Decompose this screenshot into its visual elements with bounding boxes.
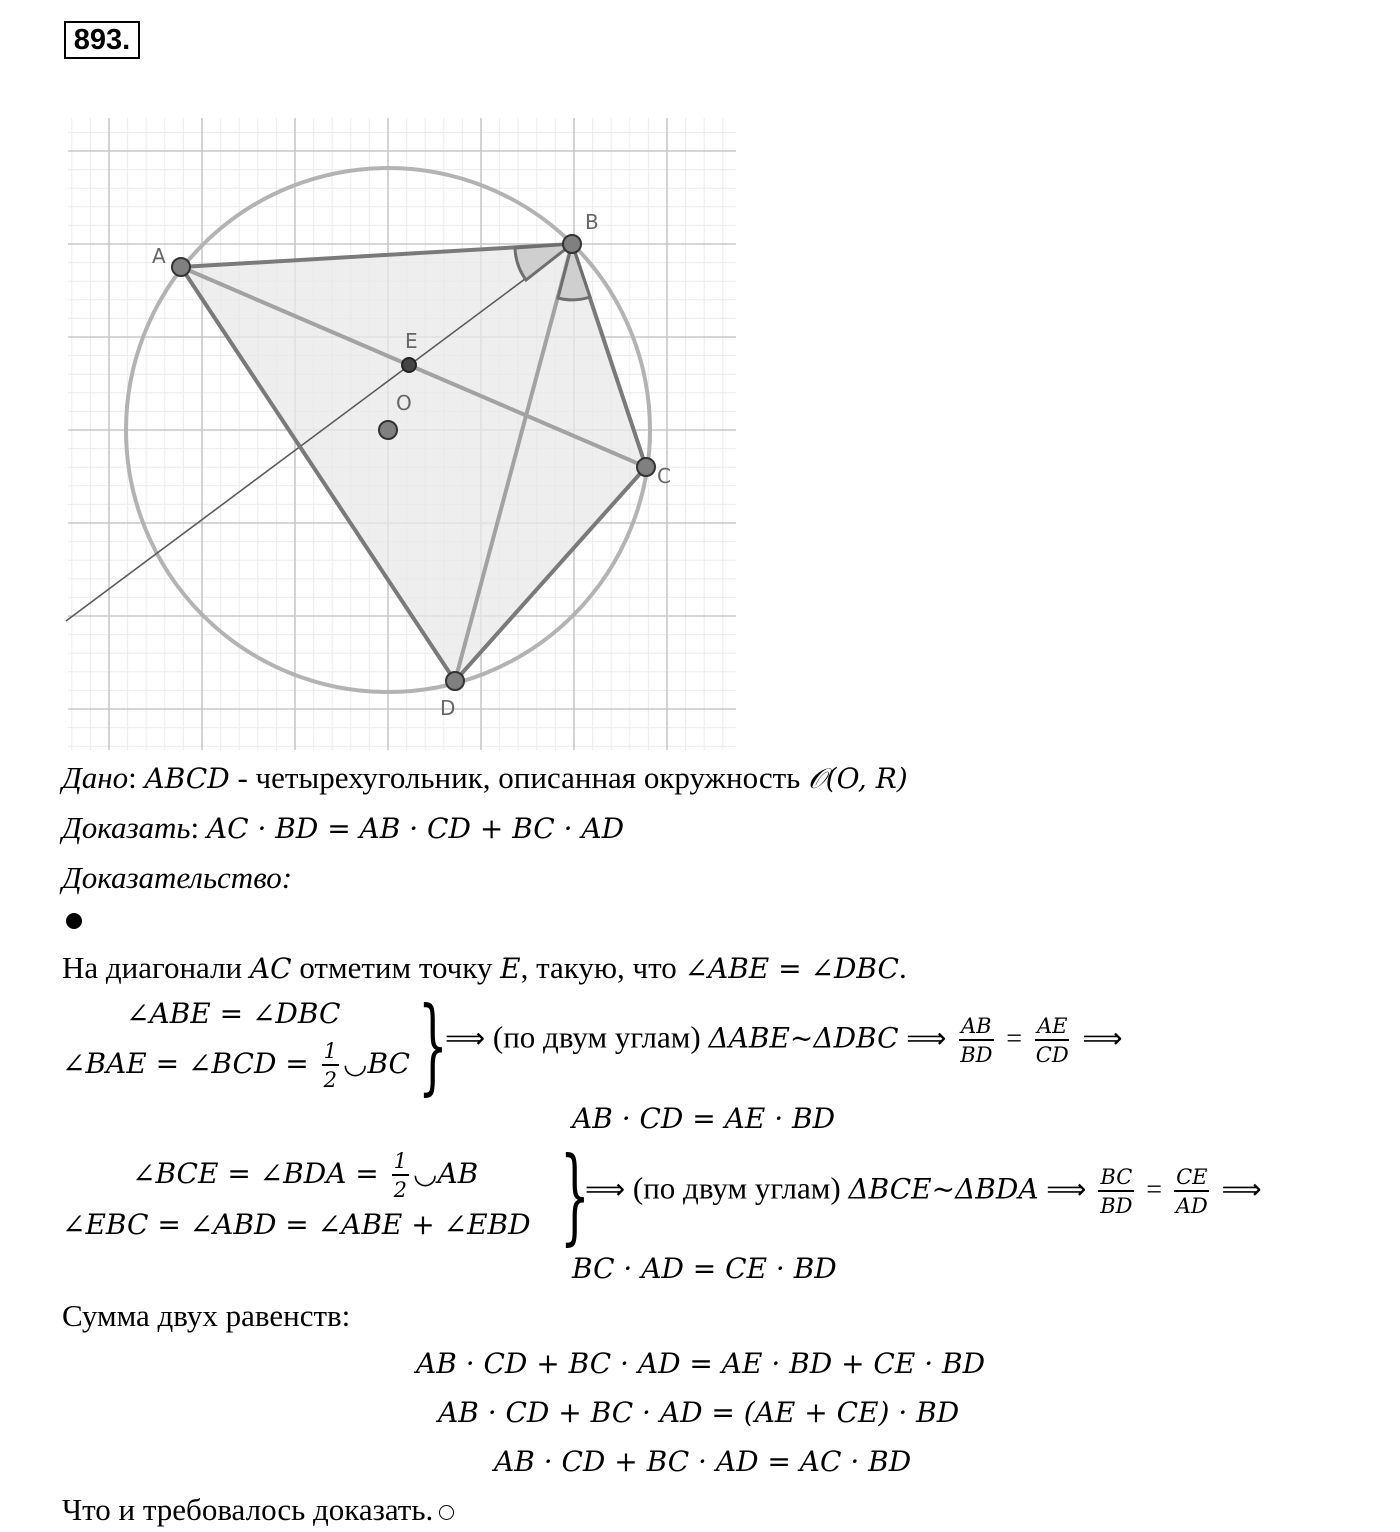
system1-frac-2 xyxy=(1034,1015,1071,1066)
system1-conclusion xyxy=(445,1015,1123,1066)
system2-line1 xyxy=(132,1150,478,1201)
sum-label: Сумма двух равенств: xyxy=(62,1298,351,1333)
prove-line xyxy=(62,810,624,846)
system2-half xyxy=(392,1150,409,1201)
given-label: Дано xyxy=(62,760,129,795)
system2-similar: ΔBCE~ΔBDA xyxy=(848,1172,1039,1206)
system2-frac-2-den: AD xyxy=(1175,1194,1208,1218)
system2-frac-1 xyxy=(1098,1166,1134,1217)
system1-line1: ∠ABE = ∠DBC xyxy=(126,997,341,1030)
system1-frac-2-num: AE xyxy=(1035,1015,1070,1041)
system1-implies-3: ⟹ xyxy=(1082,1023,1123,1055)
given-quad: ABCD xyxy=(144,762,230,795)
system2-reason: (по двум углам) xyxy=(632,1170,841,1206)
system1-arc: ◡BC xyxy=(343,1047,410,1080)
prove-formula: AC · BD = AB · CD + BC · AD xyxy=(206,812,625,845)
proof-label: Доказательство: xyxy=(62,860,293,895)
problem-number: 893. xyxy=(64,21,140,59)
conclusion xyxy=(62,1492,454,1528)
system2-implies-2: ⟹ xyxy=(1046,1174,1087,1206)
step1-e: E xyxy=(500,952,521,985)
system2-frac-1-num: BC xyxy=(1098,1166,1134,1192)
given-colon: : xyxy=(128,760,137,795)
point-e xyxy=(402,358,416,372)
given-circle: 𝒪(O, R) xyxy=(808,762,908,795)
system2-line2: ∠EBC = ∠ABD = ∠ABE + ∠EBD xyxy=(62,1208,531,1241)
system2-brace: } xyxy=(560,1134,590,1256)
system1-result: AB · CD = AE · BD xyxy=(572,1102,836,1135)
system1-frac-1-num: AB xyxy=(959,1015,994,1041)
prove-colon: : xyxy=(190,810,200,845)
system1-reason: (по двум углам) xyxy=(492,1019,701,1055)
geometry-figure xyxy=(0,0,1400,760)
step1-text-4: . xyxy=(898,950,907,985)
label-b: B xyxy=(585,210,599,234)
system2-frac-1-den: BD xyxy=(1100,1194,1133,1218)
prove-label: Доказать xyxy=(62,810,191,845)
system2-conclusion xyxy=(585,1166,1262,1217)
point-b xyxy=(563,235,581,253)
sum-line-3: AB · CD + BC · AD = AC · BD xyxy=(494,1445,912,1478)
system1-half xyxy=(322,1040,339,1091)
system2-half-den: 2 xyxy=(393,1178,408,1202)
system1-similar: ΔABE~ΔDBC xyxy=(708,1021,899,1055)
system1-frac-2-den: CD xyxy=(1035,1043,1069,1067)
system1-line2 xyxy=(62,1040,410,1091)
system1-implies: ⟹ xyxy=(445,1023,486,1055)
system1-half-den: 2 xyxy=(323,1068,338,1092)
system2-half-num: 1 xyxy=(392,1150,409,1176)
system1-half-num: 1 xyxy=(322,1040,339,1066)
system2-implies-3: ⟹ xyxy=(1221,1174,1262,1206)
step1-line xyxy=(62,950,907,986)
given-text: - четырехугольник, описанная окружность xyxy=(229,760,809,795)
label-d: D xyxy=(440,696,456,720)
point-c xyxy=(637,458,655,476)
step1-ac: AC xyxy=(249,952,292,985)
given-line xyxy=(62,760,908,796)
sum-line-1: AB · CD + BC · AD = AE · BD + CE · BD xyxy=(416,1347,986,1380)
system2-implies: ⟹ xyxy=(585,1174,626,1206)
end-of-proof-icon xyxy=(439,1505,454,1520)
conclusion-text: Что и требовалось доказать. xyxy=(62,1492,434,1527)
system2-frac-2 xyxy=(1174,1166,1210,1217)
step1-angles: ∠ABE = ∠DBC xyxy=(684,952,899,985)
system1-equals: = xyxy=(1006,1023,1023,1055)
system1-frac-1 xyxy=(958,1015,994,1066)
system2-frac-2-num: CE xyxy=(1174,1166,1209,1192)
system1-implies-2: ⟹ xyxy=(906,1023,947,1055)
system1-line2-left: ∠BAE = ∠BCD = xyxy=(62,1047,318,1080)
sum-line-2: AB · CD + BC · AD = (AE + CE) · BD xyxy=(438,1396,960,1429)
system1-brace: } xyxy=(418,984,448,1106)
step1-text-2: отметим точку xyxy=(291,950,501,985)
system2-arc: ◡AB xyxy=(413,1157,479,1190)
label-c: C xyxy=(657,464,671,488)
system2-result: BC · AD = CE · BD xyxy=(572,1252,837,1285)
label-a: A xyxy=(152,244,166,268)
system2-line1-left: ∠BCE = ∠BDA = xyxy=(132,1157,388,1190)
point-d xyxy=(446,672,464,690)
point-a xyxy=(172,258,190,276)
step1-text-3: , такую, что xyxy=(520,950,685,985)
system1-frac-1-den: BD xyxy=(960,1043,993,1067)
system2-equals: = xyxy=(1146,1174,1163,1206)
bullet xyxy=(66,913,82,929)
step1-text-1: На диагонали xyxy=(62,950,250,985)
point-o xyxy=(379,421,397,439)
label-o: O xyxy=(396,391,412,415)
label-e: E xyxy=(405,329,418,353)
